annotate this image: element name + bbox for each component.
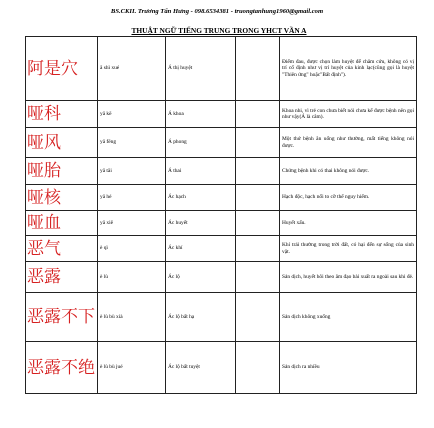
- pinyin-cell: yā fēng: [98, 128, 166, 158]
- empty-cell: [236, 236, 280, 262]
- table-row: [26, 158, 417, 185]
- meaning-cell: Hạch độc, hạch nổi to cỡ thể nguy hiểm.: [280, 185, 417, 211]
- table-row: [26, 211, 417, 236]
- han-term: 哑科: [26, 101, 98, 128]
- meaning-cell: Sản dịch không xuống: [280, 293, 417, 342]
- pinyin-cell: è lù bù jué: [98, 342, 166, 394]
- table-row: [26, 128, 417, 158]
- empty-cell: [236, 342, 280, 394]
- pinyin-cell: yā tāi: [98, 158, 166, 185]
- pinyin-cell: è lù: [98, 262, 166, 293]
- han-term: 哑核: [26, 185, 98, 211]
- hanviet-cell: Á phong: [166, 128, 236, 158]
- pinyin-cell: yā hé: [98, 185, 166, 211]
- han-term: 哑胎: [26, 158, 98, 185]
- hanviet-cell: Ác lộ bất tuyệt: [166, 342, 236, 394]
- han-term: 哑风: [26, 128, 98, 158]
- empty-cell: [236, 262, 280, 293]
- meaning-cell: Khí trái thường trong trời đất, có hại đến sự sống của sinh vật.: [280, 236, 417, 262]
- empty-cell: [236, 211, 280, 236]
- table-row: [26, 236, 417, 262]
- han-term: 恶露不绝: [26, 342, 98, 394]
- hanviet-cell: Ác khí: [166, 236, 236, 262]
- han-term: 恶露: [26, 262, 98, 293]
- terms-table-body: [25, 36, 417, 394]
- han-term: 哑血: [26, 211, 98, 236]
- empty-cell: [236, 128, 280, 158]
- hanviet-cell: Á khoa: [166, 101, 236, 128]
- empty-cell: [236, 37, 280, 101]
- table-row: [26, 342, 417, 394]
- table-row: [26, 101, 417, 128]
- hanviet-cell: Ác lộ: [166, 262, 236, 293]
- han-term: 阿是穴: [26, 37, 98, 101]
- table-row: [26, 293, 417, 342]
- pinyin-cell: è lù bù xià: [98, 293, 166, 342]
- pinyin-cell: yā xiě: [98, 211, 166, 236]
- han-term: 恶露不下: [26, 293, 98, 342]
- table-title: THUẬT NGỮ TIẾNG TRUNG TRONG YHCT VẦN A: [131, 26, 307, 35]
- empty-cell: [236, 158, 280, 185]
- meaning-cell: Chứng bệnh khi có thai không nói được.: [280, 158, 417, 185]
- empty-cell: [236, 293, 280, 342]
- page-header: BS.CKII. Trương Tấn Hưng - 098.6534381 - truongtanhung1960@gmail.com: [110, 8, 324, 15]
- meaning-cell: Một thứ bệnh ăn uống như thường, mất tiếng không nói được.: [280, 128, 417, 158]
- pinyin-cell: ā shì xué: [98, 37, 166, 101]
- pinyin-cell: yā kē: [98, 101, 166, 128]
- meaning-cell: Sản dịch ra nhiều: [280, 342, 417, 394]
- hanviet-cell: Ác huyết: [166, 211, 236, 236]
- hanviet-cell: Á thị huyệt: [166, 37, 236, 101]
- table-row: [26, 262, 417, 293]
- hanviet-cell: Ác lộ bất hạ: [166, 293, 236, 342]
- hanviet-cell: Ác hạch: [166, 185, 236, 211]
- meaning-cell: Sản dịch, huyết hôi theo âm đạo bài xuất ra ngoài sau khi đẻ.: [280, 262, 417, 293]
- hanviet-cell: Á thai: [166, 158, 236, 185]
- meaning-cell: Khoa nhi, vì trẻ con chưa biết nói chưa kể được bệnh nên gọi như vậy(Á là câm).: [280, 101, 417, 128]
- pinyin-cell: è qì: [98, 236, 166, 262]
- table-row: [26, 185, 417, 211]
- han-term: 恶气: [26, 236, 98, 262]
- meaning-cell: Điểm đau, được chọn làm huyệt để châm cứu, không có vị trí cố định như vị trí huyệt của kinh lạc(cũng gọi là huyệt "Thiên ứng" hoặc"Bất định").: [280, 37, 417, 101]
- empty-cell: [236, 185, 280, 211]
- empty-cell: [236, 101, 280, 128]
- table-row: [26, 37, 417, 101]
- meaning-cell: Huyết xấu.: [280, 211, 417, 236]
